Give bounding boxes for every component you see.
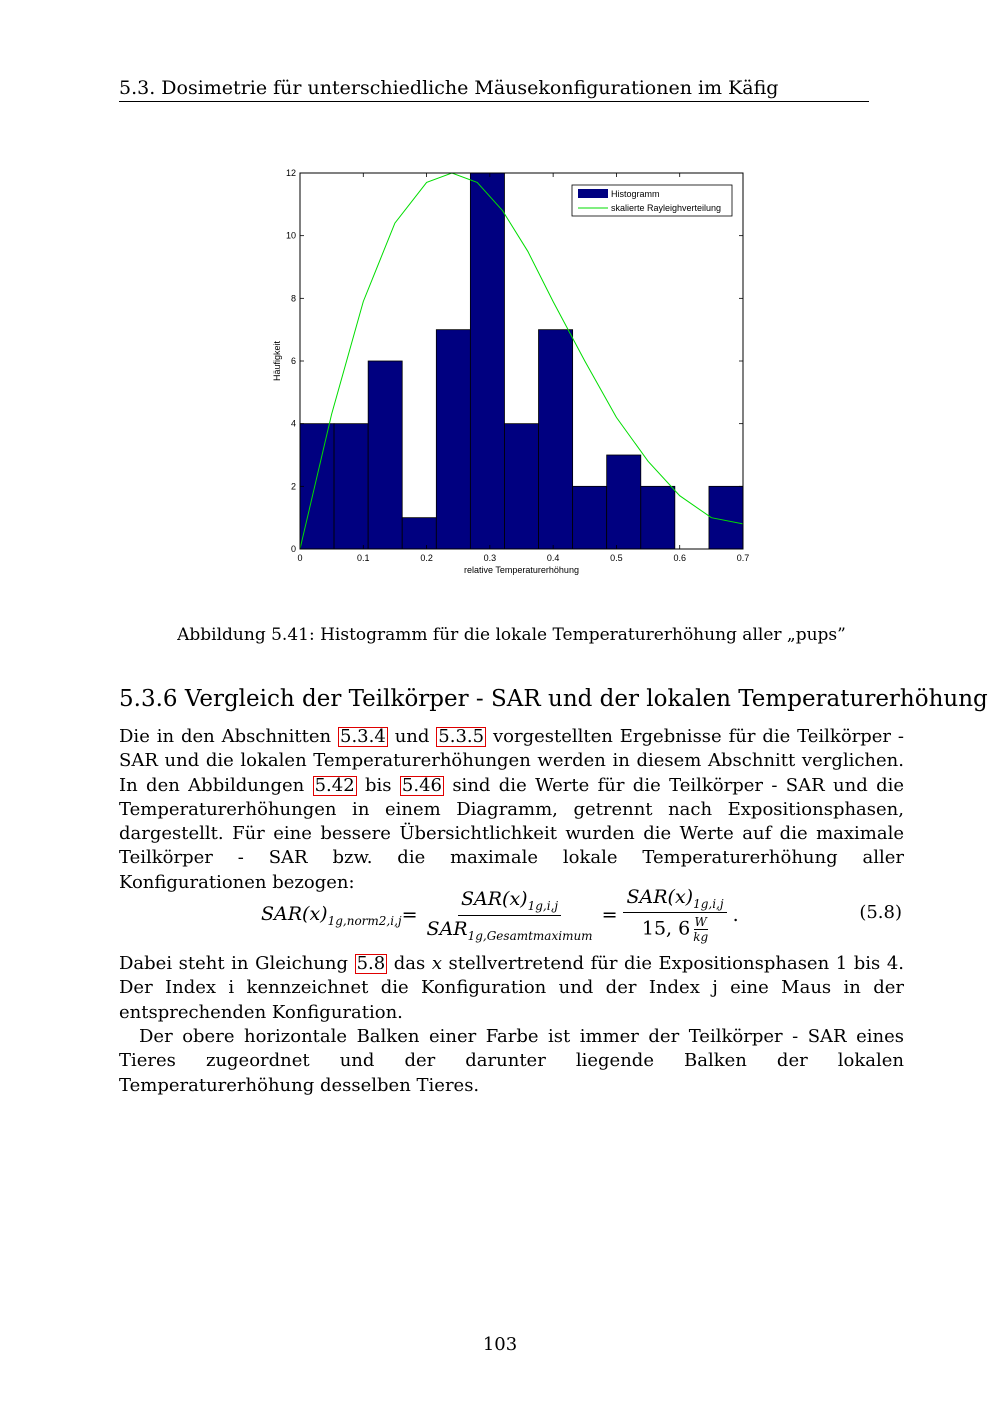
- eq-unit-fraction: [693, 915, 708, 944]
- eq-frac1-den-sub: 1g,Gesamtmaximum: [467, 928, 593, 943]
- eq-frac2-denominator: [639, 913, 711, 944]
- eq-unit-denominator: kg: [693, 930, 709, 945]
- equation-number: (5.8): [859, 902, 902, 923]
- legend-entry-histogram: Histogramm: [611, 189, 660, 199]
- eq-frac2-den-value: 15, 6: [641, 917, 691, 940]
- histogram-bar: [504, 424, 538, 549]
- eq-frac2-num-main: SAR(x): [626, 885, 694, 908]
- x-tick-label: 0.1: [357, 553, 370, 563]
- eq-frac1-num-main: SAR(x): [461, 887, 528, 910]
- running-head: 5.3. Dosimetrie für unterschiedliche Mäusekonfigurationen im Käfig: [119, 77, 779, 99]
- histogram-bar: [607, 455, 641, 549]
- figure-caption: Abbildung 5.41: Histogramm für die lokale Temperaturerhöhung aller „pups”: [177, 625, 846, 645]
- paragraph-2: [119, 952, 904, 1025]
- section-title: 5.3.6 Vergleich der Teilkörper - SAR und der lokalen Temperaturerhöhung: [119, 686, 988, 712]
- histogram-bar: [300, 424, 334, 549]
- y-tick-label: 10: [285, 230, 296, 241]
- paragraph-1: [119, 725, 904, 895]
- eq-unit-numerator: W: [694, 915, 707, 930]
- x-tick-label: 0.5: [610, 553, 623, 563]
- eq-frac1-numerator: [458, 888, 561, 916]
- ref-link-5-42[interactable]: 5.42: [314, 774, 355, 796]
- x-axis-label: relative Temperaturerhöhung: [464, 565, 579, 575]
- eq-frac1-den-main: SAR: [426, 917, 468, 940]
- x-tick-label: 0.3: [483, 553, 497, 563]
- y-tick-label: 2: [290, 481, 296, 492]
- equation-body: [261, 885, 739, 945]
- eq-frac2-numerator: [623, 886, 726, 914]
- histogram-bar: [368, 361, 402, 549]
- page-number: 103: [482, 1334, 518, 1355]
- histogram-chart: [255, 160, 765, 580]
- ref-link-5-3-5[interactable]: 5.3.5: [438, 726, 485, 747]
- p1-text-c: vorgestellten Ergebnisse für die Teilkörper - SAR und die lokalen Temperaturerhöhungen werden in diesem Abschnitt verglichen. In den Abbildungen: [119, 726, 905, 796]
- eq-equals-1: =: [401, 904, 418, 926]
- p1-text-d: bis: [356, 774, 400, 796]
- histogram-bar: [402, 518, 436, 549]
- y-tick-label: 4: [290, 418, 296, 429]
- histogram-figure: [255, 160, 765, 580]
- x-tick-label: 0: [297, 553, 303, 563]
- equation-5-8: [119, 885, 904, 945]
- eq-frac1-num-sub: 1g,i,j: [527, 898, 559, 913]
- eq-equals-2: =: [601, 904, 618, 926]
- histogram-bar: [709, 486, 743, 549]
- eq-lhs-sub: 1g,norm2,i,j: [327, 913, 402, 928]
- eq-lhs-main: SAR(x): [261, 902, 328, 925]
- p2-text-c: stellvertretend für die Expositionsphasen 1 bis 4. Der Index i kennzeichnet die Konfiguration und der Index j eine Maus in der entsprechenden Konfiguration.: [119, 953, 904, 1023]
- y-tick-label: 6: [290, 356, 296, 366]
- x-tick-label: 0.6: [673, 553, 686, 563]
- ref-link-5-3-4[interactable]: 5.3.4: [340, 726, 386, 747]
- header-rule: [119, 101, 869, 102]
- histogram-bar: [470, 173, 504, 549]
- y-tick-label: 0: [290, 544, 296, 554]
- histogram-bar: [641, 486, 675, 549]
- histogram-bar: [539, 330, 573, 549]
- x-tick-label: 0.4: [546, 553, 560, 563]
- p2-text-b: das: [387, 953, 432, 974]
- eq-fraction-2: [623, 886, 726, 945]
- x-tick-label: 0.7: [736, 553, 750, 563]
- ref-link-5-8[interactable]: 5.8: [356, 953, 386, 974]
- ref-link-5-46[interactable]: 5.46: [401, 774, 442, 796]
- y-axis-label: Häufigkeit: [272, 340, 282, 382]
- paragraph-3: Der obere horizontale Balken einer Farbe ist immer der Teilkörper - SAR eines Tieres zugeordnet und der darunter liegende Balken der lokalen Temperaturerhöhung desselben Tieres.: [119, 1026, 904, 1096]
- p1-text-a: Die in den Abschnitten: [119, 726, 338, 747]
- histogram-bar: [573, 486, 607, 549]
- legend-swatch-histogram: [578, 189, 608, 198]
- p1-text-b: und: [387, 726, 437, 747]
- eq-period: .: [732, 904, 739, 926]
- x-tick-label: 0.2: [420, 553, 433, 563]
- legend: [572, 185, 732, 216]
- p2-text-a: Dabei steht in Gleichung: [119, 953, 355, 974]
- eq-fraction-1: [424, 888, 596, 943]
- eq-frac1-denominator: [424, 916, 596, 943]
- y-tick-label: 8: [290, 293, 296, 304]
- histogram-bar: [334, 424, 368, 549]
- histogram-bar: [436, 330, 470, 549]
- legend-entry-curve: skalierte Rayleighverteilung: [611, 203, 722, 213]
- p2-var-x: x: [431, 953, 442, 974]
- p1-text-e: sind die Werte für die Teilkörper - SAR und die Temperaturerhöhungen in einem Diagramm, getrennt nach Expositionsphasen, dargestellt. Für eine bessere Übersichtlichkeit wurden die Werte auf die maximale Teilkörper - SAR bzw. die maximale lokale Temperaturerhöhung aller Konfigurationen bezogen:: [119, 774, 905, 893]
- eq-lhs: [261, 903, 402, 928]
- y-tick-label: 12: [285, 168, 296, 178]
- eq-frac2-num-sub: 1g,i,j: [693, 896, 724, 911]
